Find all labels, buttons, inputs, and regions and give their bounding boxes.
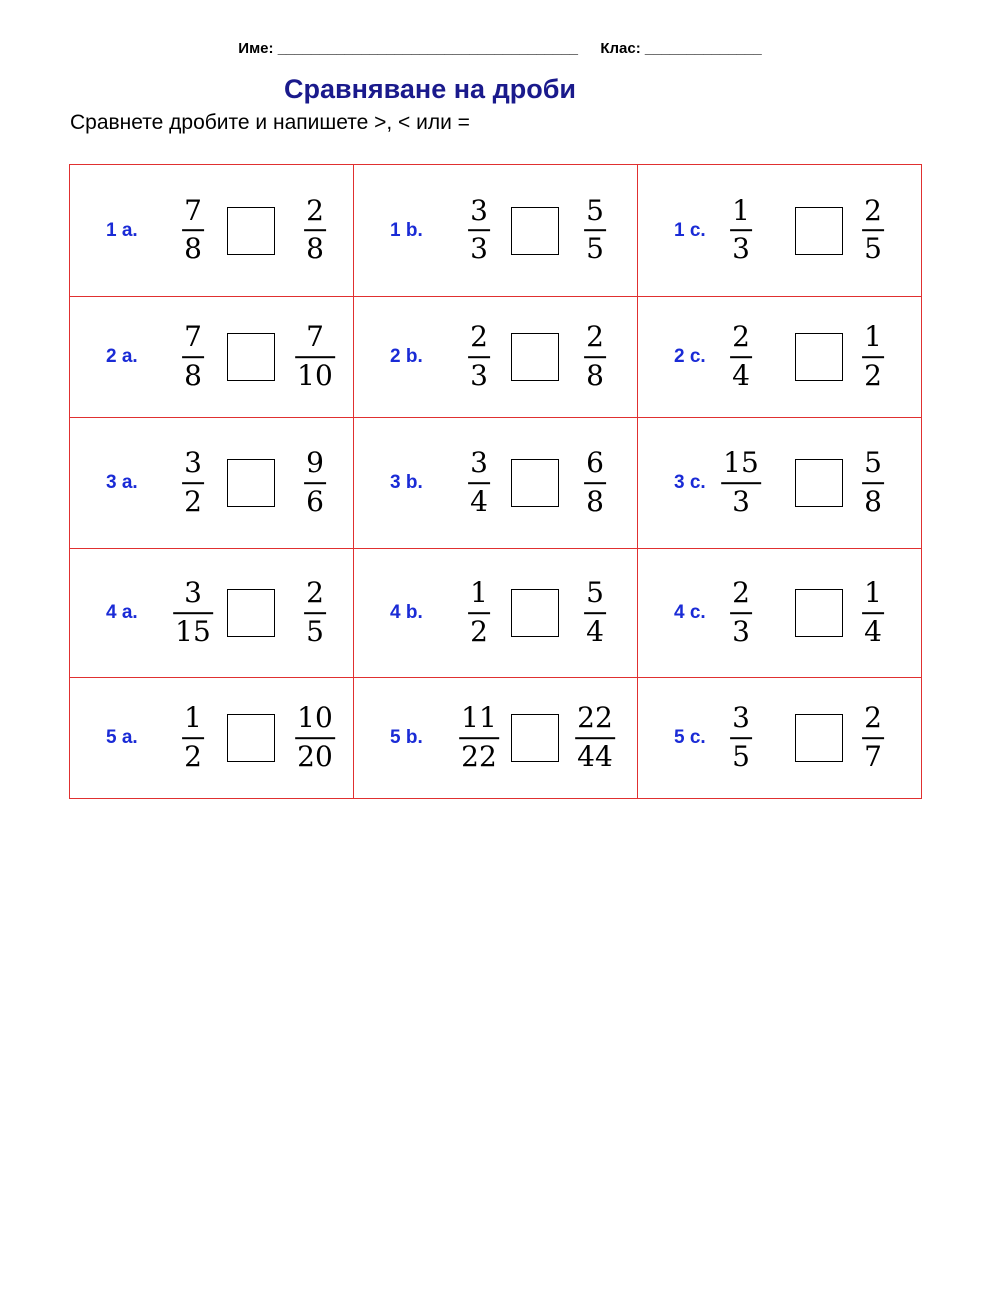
problem-cell: [638, 418, 922, 549]
left-fraction: [459, 703, 499, 773]
answer-box[interactable]: [795, 459, 843, 507]
denominator: 4: [586, 615, 604, 648]
denominator: 4: [732, 359, 750, 392]
problem-label: 3 b.: [390, 472, 423, 493]
problem-cell: [354, 549, 638, 678]
numerator: 2: [864, 701, 882, 735]
problem-cell: [70, 165, 354, 297]
problem-label: 1 c.: [674, 219, 706, 241]
denominator: 2: [470, 615, 488, 648]
problem-label: 2 b.: [390, 346, 423, 367]
page-title: Сравняване на дроби: [284, 74, 576, 104]
numerator: 7: [306, 320, 324, 354]
numerator: 22: [577, 701, 613, 735]
right-fraction: [584, 322, 606, 392]
numerator: 1: [864, 576, 882, 610]
denominator: 22: [461, 740, 497, 773]
right-fraction: [862, 578, 884, 648]
numerator: 11: [461, 701, 497, 735]
numerator: 1: [470, 576, 488, 610]
denominator: 2: [184, 740, 202, 773]
problem-row: [70, 418, 922, 549]
answer-box[interactable]: [227, 714, 275, 762]
numerator: 1: [732, 193, 750, 227]
denominator: 8: [306, 232, 324, 266]
numerator: 3: [470, 446, 488, 480]
numerator: 2: [306, 193, 324, 227]
right-fraction: [862, 703, 884, 773]
right-fraction: [584, 578, 606, 648]
answer-box[interactable]: [511, 714, 559, 762]
numerator: 3: [470, 193, 488, 227]
right-fraction: [584, 448, 606, 518]
numerator: 15: [723, 446, 759, 480]
denominator: 3: [732, 485, 750, 518]
instructions: Сравнете дробите и напишете >, < или =: [70, 111, 470, 134]
denominator: 10: [297, 359, 333, 392]
denominator: 8: [184, 232, 202, 266]
left-fraction: [468, 193, 490, 266]
answer-box[interactable]: [227, 589, 275, 637]
right-fraction: [862, 448, 884, 518]
problem-label: 5 c.: [674, 727, 706, 748]
problem-row: [70, 297, 922, 418]
answer-box[interactable]: [511, 333, 559, 381]
name-field[interactable]: ____________________________________: [277, 40, 579, 57]
numerator: 3: [732, 701, 750, 735]
denominator: 8: [864, 485, 882, 518]
denominator: 2: [864, 359, 882, 392]
denominator: 7: [864, 740, 882, 773]
left-fraction: [730, 703, 752, 773]
denominator: 3: [732, 615, 750, 648]
problem-row: [70, 165, 922, 297]
problem-label: 1 b.: [390, 219, 423, 241]
left-fraction: [730, 193, 752, 266]
numerator: 2: [306, 576, 324, 610]
denominator: 8: [184, 359, 202, 392]
problem-label: 5 b.: [390, 727, 423, 748]
denominator: 4: [864, 615, 882, 648]
right-fraction: [304, 578, 326, 648]
problems-grid: [69, 164, 922, 799]
right-fraction: [575, 703, 615, 773]
denominator: 5: [306, 615, 324, 648]
answer-box[interactable]: [227, 207, 275, 255]
denominator: 5: [864, 232, 882, 266]
left-fraction: [182, 193, 204, 266]
numerator: 2: [864, 193, 882, 227]
numerator: 3: [184, 446, 202, 480]
name-class-line: [0, 40, 1000, 57]
numerator: 7: [184, 193, 202, 227]
left-fraction: [182, 448, 204, 518]
denominator: 3: [470, 359, 488, 392]
problem-label: 4 c.: [674, 602, 706, 623]
answer-box[interactable]: [795, 589, 843, 637]
numerator: 9: [306, 446, 324, 480]
answer-box[interactable]: [795, 333, 843, 381]
right-fraction: [584, 193, 606, 266]
problem-cell: [70, 418, 354, 549]
right-fraction: [304, 193, 326, 266]
problem-row: [70, 678, 922, 799]
problem-label: 4 a.: [106, 602, 138, 623]
left-fraction: [730, 578, 752, 648]
numerator: 1: [864, 320, 882, 354]
problem-label: 3 c.: [674, 472, 706, 493]
problem-label: 2 c.: [674, 346, 706, 367]
denominator: 3: [732, 232, 750, 266]
numerator: 2: [586, 320, 604, 354]
name-label: Име:: [238, 40, 274, 57]
problem-label: 2 a.: [106, 346, 138, 367]
problem-label: 3 a.: [106, 472, 138, 493]
problem-cell: [354, 678, 638, 799]
numerator: 5: [586, 193, 604, 227]
answer-box[interactable]: [227, 459, 275, 507]
problem-cell: [70, 549, 354, 678]
answer-box[interactable]: [227, 333, 275, 381]
numerator: 3: [184, 576, 202, 610]
class-field[interactable]: ______________: [644, 40, 762, 57]
problem-cell: [354, 418, 638, 549]
denominator: 4: [470, 485, 488, 518]
answer-box[interactable]: [795, 714, 843, 762]
problem-cell: [354, 165, 638, 297]
denominator: 8: [586, 485, 604, 518]
numerator: 2: [470, 320, 488, 354]
class-label: Клас:: [600, 40, 641, 57]
problem-cell: [638, 165, 922, 297]
right-fraction: [295, 703, 335, 773]
denominator: 2: [184, 485, 202, 518]
problem-label: 4 b.: [390, 602, 423, 623]
problem-cell: [638, 678, 922, 799]
denominator: 5: [732, 740, 750, 773]
denominator: 8: [586, 359, 604, 392]
left-fraction: [173, 578, 213, 648]
denominator: 5: [586, 232, 604, 266]
left-fraction: [721, 448, 761, 518]
problem-cell: [70, 678, 354, 799]
left-fraction: [468, 578, 490, 648]
denominator: 15: [175, 615, 211, 648]
numerator: 6: [586, 446, 604, 480]
denominator: 20: [297, 740, 333, 773]
answer-box[interactable]: [511, 207, 559, 255]
problem-cell: [638, 549, 922, 678]
right-fraction: [295, 322, 335, 392]
problem-label: 5 a.: [106, 727, 138, 748]
denominator: 3: [470, 232, 488, 266]
numerator: 7: [184, 320, 202, 354]
problem-label: 1 a.: [106, 219, 138, 241]
problem-cell: [638, 297, 922, 418]
denominator: 44: [577, 740, 613, 773]
numerator: 2: [732, 576, 750, 610]
left-fraction: [182, 703, 204, 773]
numerator: 1: [184, 701, 202, 735]
right-fraction: [862, 322, 884, 392]
problem-cell: [70, 297, 354, 418]
left-fraction: [468, 322, 490, 392]
right-fraction: [862, 193, 884, 266]
answer-box[interactable]: [795, 207, 843, 255]
numerator: 10: [297, 701, 333, 735]
problem-cell: [354, 297, 638, 418]
problem-row: [70, 549, 922, 678]
left-fraction: [182, 322, 204, 392]
numerator: 2: [732, 320, 750, 354]
answer-box[interactable]: [511, 589, 559, 637]
numerator: 5: [586, 576, 604, 610]
left-fraction: [468, 448, 490, 518]
right-fraction: [304, 448, 326, 518]
numerator: 5: [864, 446, 882, 480]
denominator: 6: [306, 485, 324, 518]
answer-box[interactable]: [511, 459, 559, 507]
left-fraction: [730, 322, 752, 392]
